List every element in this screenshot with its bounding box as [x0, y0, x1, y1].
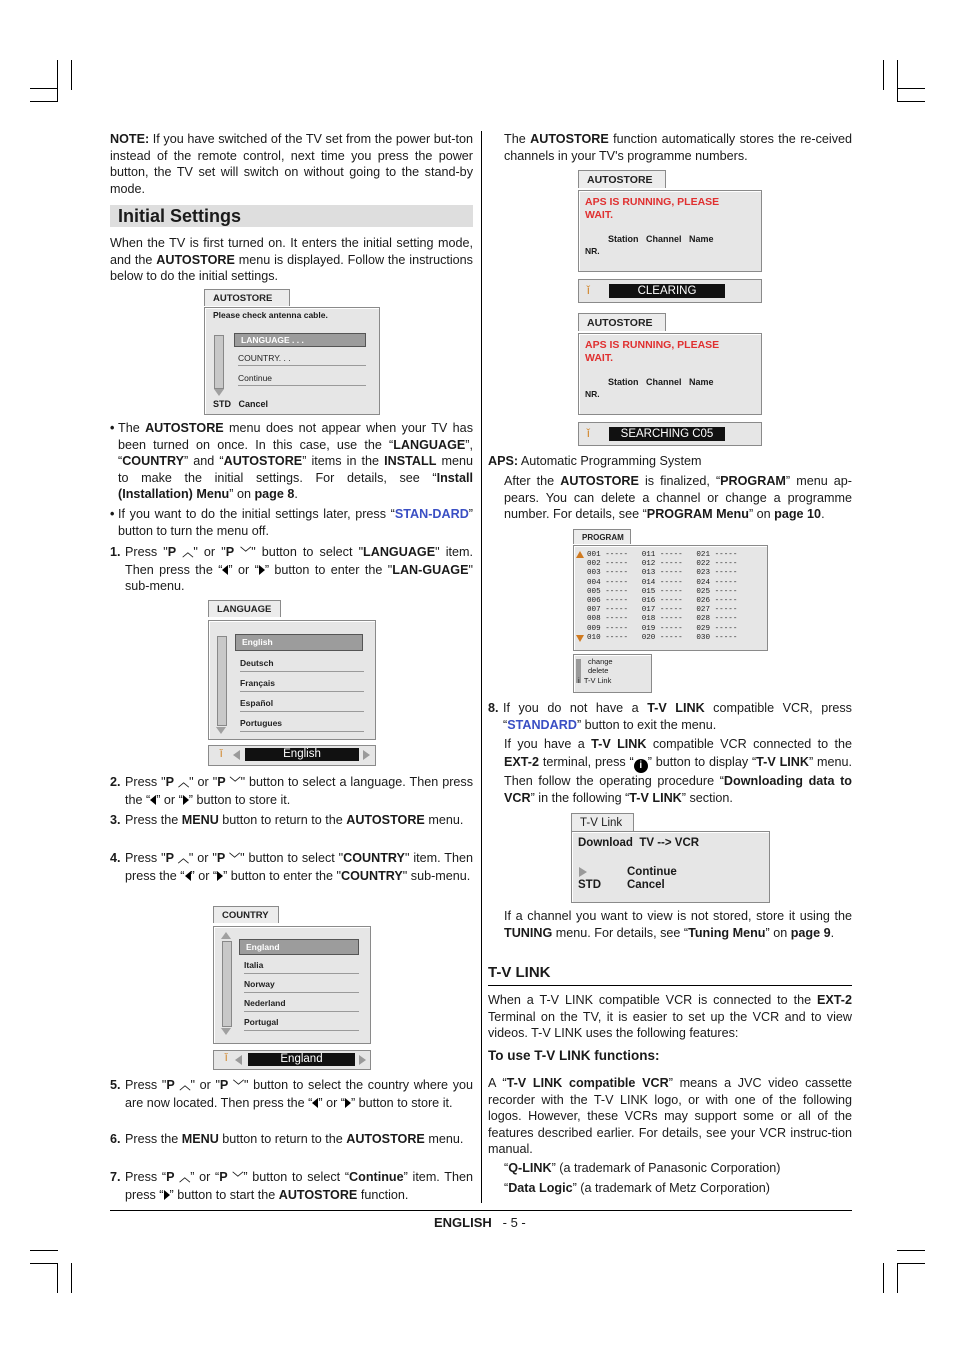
crop-mark [71, 1263, 72, 1293]
tvlink-continue[interactable]: Continue [627, 866, 677, 878]
program-row[interactable] [587, 615, 737, 624]
arrow-left-icon[interactable] [235, 1055, 242, 1065]
program-name-empty: ----- [710, 624, 738, 633]
menu-footer [213, 399, 268, 409]
program-name-empty: ----- [710, 587, 738, 596]
arrow-left-icon[interactable] [233, 750, 240, 760]
autostore-searching-screen [578, 313, 764, 449]
qlink-line: “Q-LINK” (a trademark of Panasonic Corporation) [504, 1161, 781, 1175]
program-number: 012 [641, 560, 656, 569]
program-number: 006 [587, 597, 601, 606]
menu-tab: AUTOSTORE [578, 313, 666, 331]
program-name-empty: ----- [710, 633, 738, 642]
down-caret-icon: ﹀ [229, 777, 241, 789]
menu-tab: AUTOSTORE [204, 289, 290, 306]
program-row[interactable] [587, 625, 737, 634]
program-name-empty: ----- [655, 587, 697, 596]
language-option-portugues[interactable]: Portugues [240, 718, 364, 732]
crop-mark [71, 60, 72, 90]
program-number: 017 [641, 606, 656, 615]
program-name-empty: ----- [600, 569, 642, 578]
program-number: 013 [641, 569, 656, 578]
arrow-down-icon [576, 635, 584, 642]
program-name-empty: ----- [600, 560, 642, 569]
program-number: 028 [696, 615, 711, 624]
step-4: 4. Press "P ︿" or "P ﹀" button to select "COUNTRY" item. Then press the “ ” or “ ” button to enter the "COUNTRY" sub-menu. [110, 851, 473, 883]
program-number: 005 [587, 587, 601, 596]
program-number: 025 [696, 587, 711, 596]
arrow-right-icon [579, 867, 587, 877]
down-caret-icon: ﹀ [229, 853, 241, 865]
intro-bold: AUTOSTORE [156, 252, 235, 267]
program-number: 001 [587, 551, 601, 559]
crop-mark [897, 101, 925, 102]
standard-button-ref: STAN-DARD [394, 507, 469, 521]
tvlink-menu-screen [571, 813, 771, 905]
column-headers: Station Channel Name [608, 234, 714, 244]
crop-mark [897, 88, 925, 89]
program-name-empty: ----- [655, 560, 697, 569]
bullet-standard-note: • If you want to do the initial settings later, press “STAN-DARD” button to turn the menu off. [110, 507, 473, 538]
tvlink-heading: T-V LINK [488, 964, 551, 981]
scrollbar[interactable] [222, 941, 232, 1027]
program-row[interactable] [587, 634, 737, 643]
aps-wait: WAIT. [585, 352, 613, 364]
program-row[interactable] [587, 606, 737, 615]
program-name-empty: ----- [710, 560, 738, 569]
program-list [587, 551, 737, 643]
scrollbar[interactable] [214, 335, 224, 389]
program-name-empty: ----- [710, 615, 738, 624]
program-name-empty: ----- [600, 578, 642, 587]
program-row[interactable] [587, 569, 737, 578]
program-name-empty: ----- [710, 578, 738, 587]
after-autostore-paragraph: After the AUTOSTORE is finalized, “PROGRAM” menu ap-pears. You can delete a channel or change a programme number. For details, see “PROGRAM Menu” on page 10. [504, 474, 852, 521]
tvlink-instructions: If you have a T-V LINK compatible VCR connected to the EXT-2 terminal, press “ i ” button to display “T-V LINK” menu. Then follow the operating procedure “Downloading data to VCR” in the following “T-V LINK” section. [504, 737, 852, 805]
key-icon: ǐ [587, 283, 590, 297]
program-number: 023 [696, 569, 711, 578]
autostore-intro: The AUTOSTORE function automatically stores the re-ceived channels in your TV's programme numbers. [504, 132, 853, 163]
step-1: 1. Press "P ︿" or "P ﹀" button to select "LANGUAGE" item. Then press the “ ” or “ ” button to enter the "LAN-GUAGE" sub-menu. [110, 545, 474, 593]
up-caret-icon: ︿ [182, 547, 194, 559]
program-number: 021 [696, 551, 711, 559]
program-name-empty: ----- [710, 606, 738, 615]
program-number: 020 [641, 633, 656, 642]
key-icon: ǐ [220, 748, 223, 760]
program-number: 016 [641, 597, 656, 606]
up-caret-icon: ︿ [179, 1172, 191, 1184]
down-caret-icon: ﹀ [233, 1080, 245, 1092]
arrow-up-icon [576, 551, 584, 558]
down-caret-icon: ﹀ [232, 1172, 244, 1184]
crop-mark [30, 101, 58, 102]
column-headers: Station Channel Name [608, 377, 714, 387]
intro-text: When the TV is first turned on. It enters the initial setting mode, and the [110, 236, 473, 267]
country-option-italia[interactable]: Italia [244, 960, 359, 974]
language-option-deutsch[interactable]: Deutsch [240, 658, 364, 672]
tuning-paragraph: If a channel you want to view is not stored, store it using the TUNING menu. For details, see “Tuning Menu” on page 9. [504, 909, 852, 940]
program-number: 027 [696, 606, 711, 615]
program-number: 026 [696, 597, 711, 606]
program-number: 007 [587, 606, 601, 615]
program-name-empty: ----- [600, 606, 642, 615]
program-name-empty: ----- [710, 597, 738, 606]
heading-rule [488, 985, 852, 986]
program-name-empty: ----- [710, 569, 738, 578]
step-8: 8. If you do not have a T-V LINK compatible VCR, press “STANDARD” button to exit the menu. [488, 701, 852, 732]
menu-item-continue[interactable]: Continue [238, 373, 366, 386]
language-value: English [245, 748, 359, 761]
program-name-empty: ----- [600, 615, 642, 624]
tvlink-cancel[interactable]: Cancel [627, 879, 665, 891]
note-label: NOTE: [110, 132, 150, 146]
section-title: Initial Settings [110, 205, 473, 227]
menu-tab: LANGUAGE [208, 600, 281, 617]
tvlink-title: Download TV --> VCR [578, 837, 700, 849]
aps-wait: WAIT. [585, 209, 613, 221]
program-number: 024 [696, 578, 711, 587]
program-number: 008 [587, 615, 601, 624]
arrow-down-icon [214, 389, 224, 396]
program-name-empty: ----- [655, 633, 697, 642]
country-option-norway[interactable]: Norway [244, 979, 359, 993]
nr-label: NR. [585, 246, 600, 256]
nr-label: NR. [585, 389, 600, 399]
program-name-empty: ----- [655, 578, 697, 587]
language-option-english[interactable]: English [235, 634, 363, 651]
key-icon: ǐ [587, 426, 590, 440]
crop-mark [57, 60, 58, 102]
crop-mark [897, 60, 898, 102]
program-name-empty: ----- [600, 633, 642, 642]
autostore-status: CLEARING [609, 284, 725, 298]
aps-definition: APS: Automatic Programming System [488, 454, 702, 468]
arrow-up-icon [221, 932, 231, 939]
menu-tab: COUNTRY [213, 906, 279, 923]
bullet-autostore-note: • The AUTOSTORE menu does not appear when your TV has been turned on once. In this case, use the “LANGUAGE”, “COUNTRY” and “AUTOSTORE” items in the INSTALL menu to make the initial settings. For details, see “Install (Installation) Menu” on page 8. [110, 421, 473, 501]
program-name-empty: ----- [655, 597, 697, 606]
use-tvlink-paragraph: A “T-V LINK compatible VCR” means a JVC video cassette recorder with the T-V LINK logo, or with one of the following logos. However, these VCRs may support some or all of the features described earlier. For details, see your VCR instruc-tion manual. [488, 1076, 852, 1156]
crop-mark [897, 1263, 925, 1264]
step-2: 2. Press "P ︿" or "P ﹀" button to select a language. Then press the “ ” or “ ” button to store it. [110, 775, 474, 807]
country-menu-screen [213, 906, 373, 1072]
crop-mark [883, 1263, 884, 1293]
arrow-down-icon [216, 727, 226, 734]
footer-language: ENGLISH [434, 1215, 492, 1230]
std-key-label: STD [213, 399, 231, 409]
intro-paragraph [110, 235, 473, 285]
program-name-empty: ----- [655, 615, 697, 624]
autostore-menu-screen [204, 289, 380, 415]
language-option-espanol[interactable]: Español [240, 698, 364, 712]
legend-delete: delete [588, 665, 609, 675]
note-text: If you have switched of the TV set from the power but-ton instead of the remote control, next time you press the power button, the TV set will switch on without going to the stand-by mode. [110, 132, 473, 196]
program-name-empty: ----- [655, 569, 697, 578]
menu-item-country[interactable]: COUNTRY. . . [238, 353, 366, 366]
crop-mark [30, 88, 58, 89]
program-name-empty: ----- [600, 597, 642, 606]
legend-text [588, 658, 613, 675]
program-name-empty: ----- [655, 606, 697, 615]
crop-mark [897, 1263, 898, 1293]
program-row[interactable] [587, 588, 737, 597]
crop-mark [883, 60, 884, 90]
program-name-empty: ----- [600, 551, 642, 559]
step-6: 6. Press the MENU button to return to the AUTOSTORE menu. [110, 1132, 464, 1146]
up-caret-icon: ︿ [177, 853, 189, 865]
footer-rule [110, 1210, 852, 1211]
country-value: England [248, 1053, 355, 1066]
language-option-francais[interactable]: Français [240, 678, 364, 692]
cancel-label: Cancel [238, 399, 269, 409]
program-number: 004 [587, 578, 601, 587]
program-number: 015 [641, 587, 656, 596]
program-menu-screen [573, 529, 769, 694]
program-name-empty: ----- [655, 624, 697, 633]
aps-message: APS IS RUNNING, PLEASE [585, 339, 720, 351]
program-number: 002 [587, 560, 601, 569]
menu-message: Please check antenna cable. [213, 310, 328, 320]
page-number: - 5 - [502, 1215, 526, 1230]
program-row[interactable] [587, 560, 737, 569]
program-row[interactable] [587, 597, 737, 606]
up-caret-icon: ︿ [179, 1080, 191, 1092]
country-option-nederland[interactable]: Nederland [244, 998, 359, 1012]
arrow-down-icon [221, 1028, 231, 1035]
crop-mark [30, 1250, 58, 1251]
column-divider [481, 131, 482, 1203]
step-7: 7. Press “P ︿” or “P ﹀” button to select “Continue” item. Then press “ ” button to start the AUTOSTORE function. [110, 1170, 473, 1202]
info-icon: i [578, 676, 580, 685]
menu-tab: PROGRAM [573, 529, 631, 544]
program-number: 022 [696, 560, 711, 569]
program-row[interactable] [587, 551, 737, 560]
program-number: 011 [641, 551, 656, 559]
program-number: 003 [587, 569, 601, 578]
country-option-england[interactable]: England [239, 939, 359, 955]
legend-tvlink: i T-V Link [578, 676, 612, 685]
legend-change: change [588, 657, 613, 666]
info-button-icon: i [634, 759, 648, 773]
up-caret-icon: ︿ [178, 777, 190, 789]
tvlink-intro: When a T-V LINK compatible VCR is connected to the EXT-2 Terminal on the TV, it is easier to set up the VCR and to view videos. T-V LINK uses the following features: [488, 993, 852, 1040]
menu-tab: AUTOSTORE [578, 170, 666, 188]
datalogic-line: “Data Logic” (a trademark of Metz Corporation) [504, 1181, 770, 1195]
program-number: 030 [696, 633, 711, 642]
country-option-portugal[interactable]: Portugal [244, 1017, 359, 1031]
autostore-status: SEARCHING C05 [609, 427, 725, 441]
intro-text-2: menu is displayed. Follow the instructions below to do the initial settings. [110, 252, 473, 283]
autostore-clearing-screen [578, 170, 764, 306]
program-number: 029 [696, 624, 711, 633]
menu-item-language[interactable]: LANGUAGE . . . [234, 333, 366, 347]
arrow-right-icon[interactable] [363, 750, 370, 760]
language-menu-screen [208, 600, 376, 766]
use-tvlink-heading: To use T-V LINK functions: [488, 1048, 660, 1063]
step-5: 5. Press "P ︿" or "P ﹀" button to select the country where you are now located. Then press the “ ” or “ ” button to store it. [110, 1078, 474, 1110]
menu-tab: T-V Link [571, 813, 634, 831]
program-number: 009 [587, 624, 601, 633]
program-number: 018 [641, 615, 656, 624]
standard-button-ref: STANDARD [507, 717, 577, 732]
arrow-right-icon[interactable] [359, 1055, 366, 1065]
program-name-empty: ----- [600, 624, 642, 633]
key-icon: ǐ [225, 1052, 228, 1064]
page-footer [434, 1215, 526, 1230]
scrollbar[interactable] [217, 636, 227, 726]
program-name-empty: ----- [710, 551, 738, 559]
program-number: 010 [587, 633, 601, 642]
program-row[interactable] [587, 579, 737, 588]
std-key-label: STD [578, 879, 601, 891]
program-number: 019 [641, 624, 656, 633]
aps-message: APS IS RUNNING, PLEASE [585, 196, 720, 208]
down-caret-icon: ﹀ [240, 547, 252, 559]
step-3: 3. Press the MENU button to return to the AUTOSTORE menu. [110, 813, 464, 827]
crop-mark [57, 1263, 58, 1293]
program-number: 014 [641, 578, 656, 587]
note-paragraph [110, 131, 473, 197]
crop-mark [30, 1263, 58, 1264]
program-name-empty: ----- [600, 587, 642, 596]
crop-mark [897, 1250, 925, 1251]
program-name-empty: ----- [655, 551, 697, 559]
